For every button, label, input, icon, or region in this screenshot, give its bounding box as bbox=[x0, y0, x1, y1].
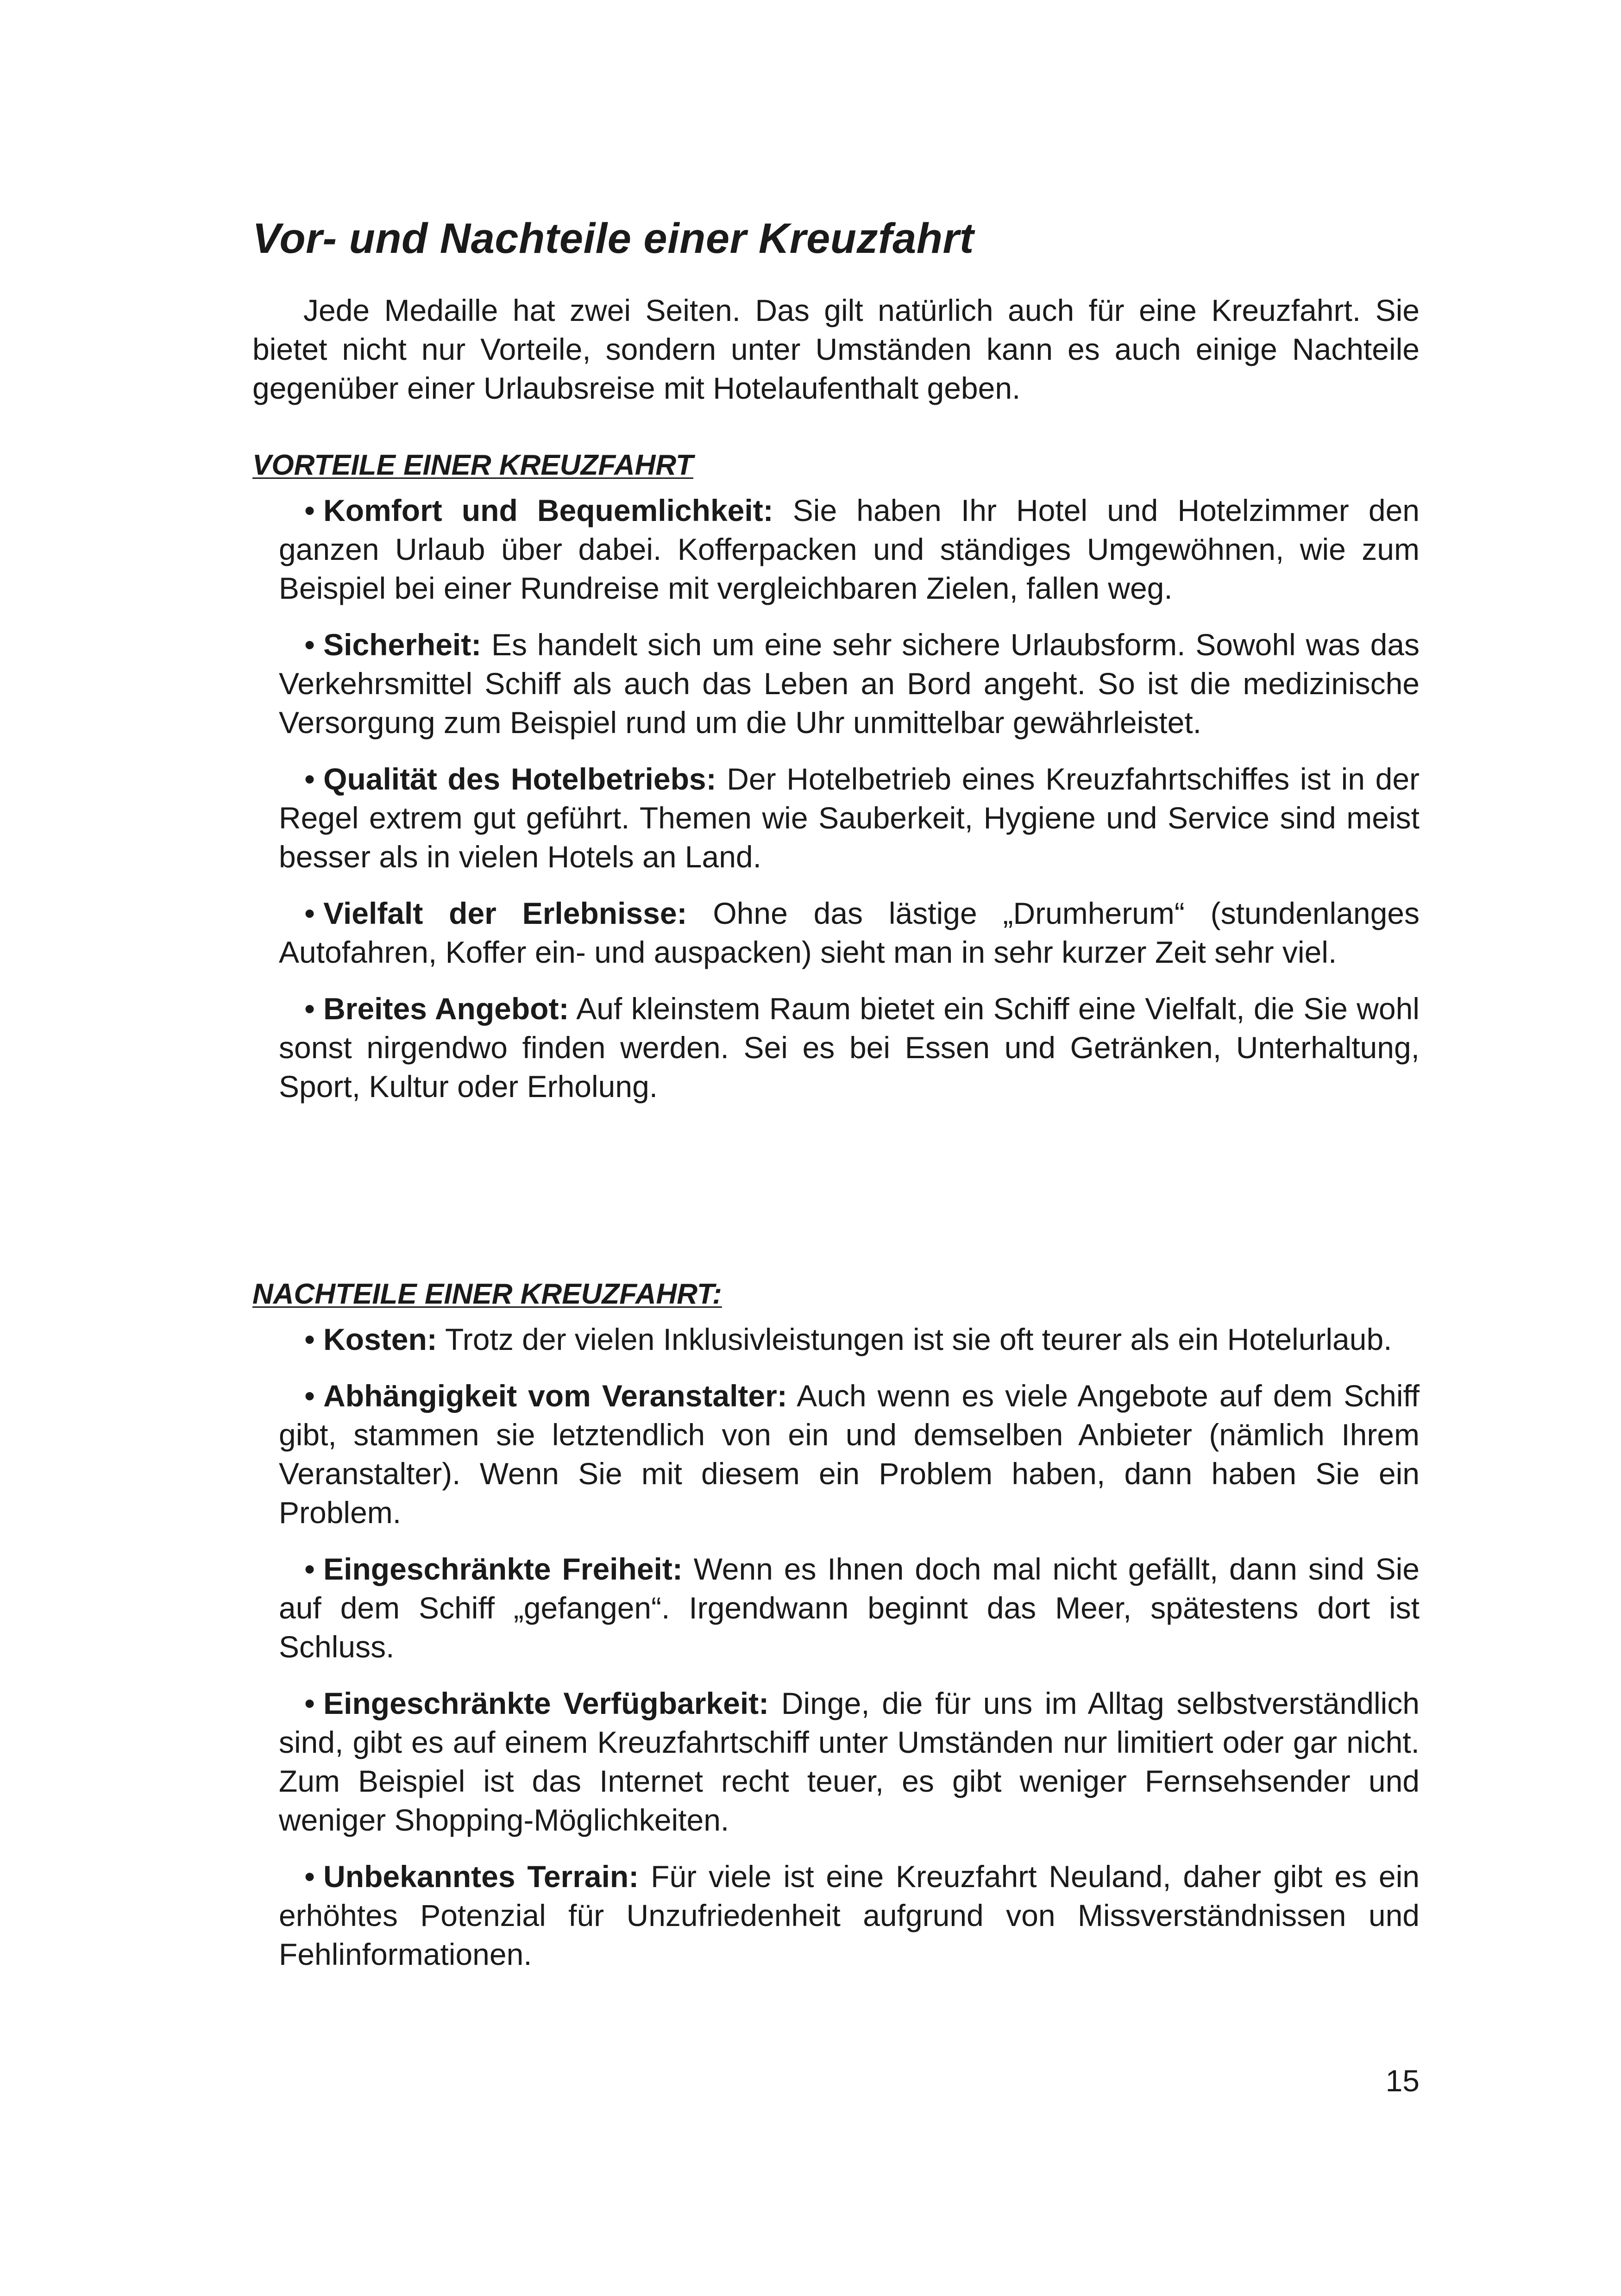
advantages-heading: VORTEILE EINER KREUZFAHRT bbox=[252, 449, 693, 481]
advantages-list bbox=[279, 491, 1420, 1123]
bullet-text: Dinge, die für uns im Alltag selbstverständlich sind, gibt es auf einem Kreuzfahrtschiff unter Umständen nur limitiert oder gar nicht. Zum Beispiel ist das Internet recht teuer, es gibt weniger Fernsehsender und weniger Shopping-Möglichkeiten. bbox=[279, 1686, 1420, 1837]
list-item bbox=[279, 1376, 1420, 1532]
bullet-text: Ohne das lästige „Drumherum“ (stundenlanges Autofahren, Koffer ein- und auspacken) sieht man in sehr kurzer Zeit sehr viel. bbox=[279, 896, 1420, 969]
bullet-term: Qualität des Hotelbetriebs: bbox=[323, 762, 716, 796]
page-number: 15 bbox=[1385, 2064, 1420, 2098]
list-item bbox=[279, 894, 1420, 972]
bullet-text: Trotz der vielen Inklusivleistungen ist sie oft teurer als ein Hotelurlaub. bbox=[445, 1322, 1392, 1356]
bullet-icon: • bbox=[304, 1552, 315, 1586]
bullet-term: Eingeschränkte Freiheit: bbox=[323, 1552, 683, 1586]
bullet-text: Für viele ist eine Kreuzfahrt Neuland, daher gibt es ein erhöhtes Potenzial für Unzufriedenheit aufgrund von Missverständnissen und Fehlinformationen. bbox=[279, 1859, 1420, 1971]
bullet-text: Auch wenn es viele Angebote auf dem Schiff gibt, stammen sie letztendlich von ein und demselben Anbieter (nämlich Ihrem Veranstalter). Wenn Sie mit diesem ein Problem haben, dann haben Sie ein Problem. bbox=[279, 1379, 1420, 1530]
list-item bbox=[279, 1320, 1420, 1359]
bullet-icon: • bbox=[304, 1379, 315, 1413]
list-item bbox=[279, 989, 1420, 1106]
bullet-text: Der Hotelbetrieb eines Kreuzfahrtschiffes ist in der Regel extrem gut geführt. Themen wie Sauberkeit, Hygiene und Service sind meist besser als in vielen Hotels an Land. bbox=[279, 762, 1420, 874]
bullet-term: Sicherheit: bbox=[323, 627, 482, 662]
list-item bbox=[279, 625, 1420, 742]
disadvantages-list bbox=[279, 1320, 1420, 1991]
bullet-icon: • bbox=[304, 627, 315, 662]
bullet-icon: • bbox=[304, 991, 315, 1026]
disadvantages-heading: NACHTEILE EINER KREUZFAHRT: bbox=[252, 1278, 722, 1310]
bullet-icon: • bbox=[304, 896, 315, 930]
list-item bbox=[279, 1857, 1420, 1974]
bullet-text: Es handelt sich um eine sehr sichere Urlaubsform. Sowohl was das Verkehrsmittel Schiff als auch das Leben an Bord angeht. So ist die medizinische Versorgung zum Beispiel rund um die Uhr unmittelbar gewährleistet. bbox=[279, 627, 1420, 740]
bullet-icon: • bbox=[304, 1686, 315, 1720]
bullet-term: Eingeschränkte Verfügbarkeit: bbox=[323, 1686, 769, 1720]
bullet-term: Vielfalt der Erlebnisse: bbox=[323, 896, 687, 930]
bullet-text: Wenn es Ihnen doch mal nicht gefällt, dann sind Sie auf dem Schiff „gefangen“. Irgendwann beginnt das Meer, spätestens dort ist Schluss. bbox=[279, 1552, 1420, 1664]
bullet-term: Unbekanntes Terrain: bbox=[323, 1859, 639, 1894]
list-item bbox=[279, 1549, 1420, 1666]
bullet-term: Abhängigkeit vom Veranstalter: bbox=[323, 1379, 787, 1413]
bullet-icon: • bbox=[304, 762, 315, 796]
bullet-term: Breites Angebot: bbox=[323, 991, 569, 1026]
bullet-icon: • bbox=[304, 1859, 315, 1894]
bullet-icon: • bbox=[304, 1322, 315, 1356]
intro-paragraph: Jede Medaille hat zwei Seiten. Das gilt natürlich auch für eine Kreuzfahrt. Sie bietet nicht nur Vorteile, sondern unter Umständen kann es auch einige Nachteile gegenüber einer Urlaubsreise mit Hotelaufenthalt geben. bbox=[252, 293, 1420, 405]
page-title: Vor- und Nachteile einer Kreuzfahrt bbox=[252, 215, 974, 262]
list-item bbox=[279, 759, 1420, 876]
bullet-text: Sie haben Ihr Hotel und Hotelzimmer den ganzen Urlaub über dabei. Kofferpacken und ständiges Umgewöhnen, wie zum Beispiel bei einer Rundreise mit vergleichbaren Zielen, fallen weg. bbox=[279, 493, 1420, 605]
bullet-text: Auf kleinstem Raum bietet ein Schiff eine Vielfalt, die Sie wohl sonst nirgendwo finden werden. Sei es bei Essen und Getränken, Unterhaltung, Sport, Kultur oder Erholung. bbox=[279, 991, 1420, 1104]
bullet-term: Kosten: bbox=[323, 1322, 437, 1356]
list-item bbox=[279, 1684, 1420, 1839]
bullet-term: Komfort und Bequemlichkeit: bbox=[323, 493, 773, 527]
list-item bbox=[279, 491, 1420, 608]
bullet-icon: • bbox=[304, 493, 315, 527]
